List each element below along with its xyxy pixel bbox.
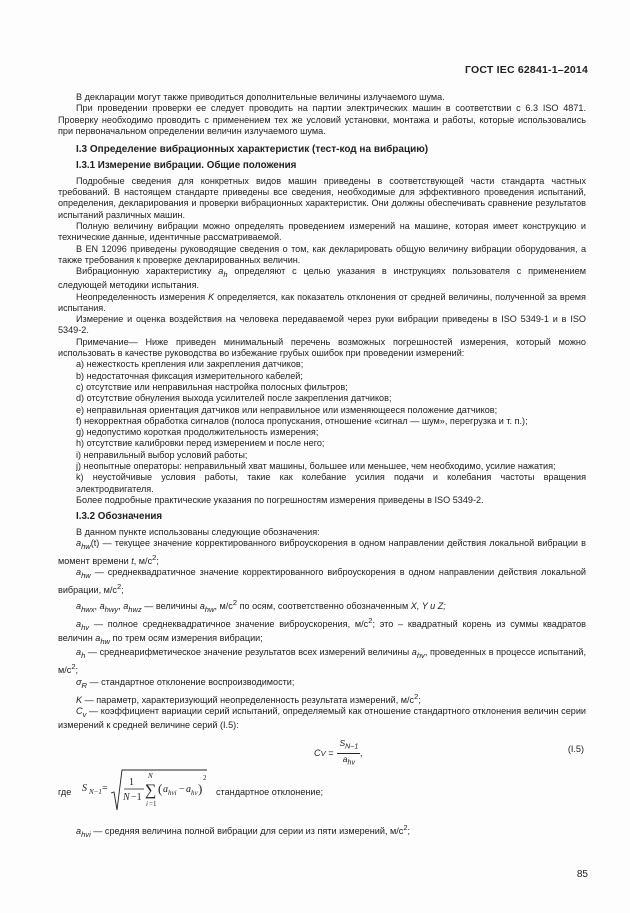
list-item: c) отсутствие или неправильная настройка полосных фильтров; (76, 381, 348, 392)
svg-text:=1: =1 (149, 800, 157, 809)
list-item: b) недостаточная фиксация измерительного кабелей; (76, 370, 303, 381)
svg-text:N: N (123, 792, 130, 804)
definition: $C_v$ — коэффициент вариации серий испытаний, определяемый как отношение стандартного отклонения величин серии измерений к средней величине серий (I.5): (58, 705, 586, 731)
paragraph: При проведении проверки ее следует проводить на партии электрических машин в соответствии с 6.3 ISO 4871. Проверку необходимо проводить с применением тех же условий установки, монтажа и работы, которые использовались при первоначальном определении величин излучаемого шума. (58, 103, 586, 136)
list-item: i) неправильный выбор условий работы; (76, 449, 248, 460)
paragraph: Вибрационную характеристику $a_h$ определяют с целью указания в инструкциях пользователя с применением следующей методики испытания. (58, 266, 586, 291)
list-item: g) недопустимо короткая продолжительность измерения; (76, 427, 319, 438)
paragraph: Измерение и оценка воздействия на человека передаваемой через руки вибрации приведены в ISO 5349-1 и в ISO 5349-2. (58, 314, 586, 336)
equation-number: (I.5) (567, 744, 584, 755)
definition: $a_{hvi}$ — средняя величина полной вибрации для серии из пяти измерений, $м/с^2$; (76, 823, 411, 840)
list-item: d) отсутствие обнуления выхода усилителей после закрепления датчиков; (76, 393, 392, 404)
svg-text:=: = (102, 783, 108, 795)
error-list (58, 359, 586, 495)
svg-text:a: a (163, 784, 168, 796)
svg-text:N: N (148, 772, 153, 781)
svg-text:(: ( (158, 781, 163, 797)
paragraph: Неопределенность измерения K определяется, как показатель отклонения от средней величины, полученной за время испытания. (58, 291, 586, 313)
definition: $a_{hw}$ — среднеквадратичное значение корректированного виброускорения в одном направлении действия локальной вибрации, $м/с^2$; (58, 567, 586, 596)
svg-text:i: i (146, 800, 148, 809)
definition: $a_{hv}$ — полное среднеквадратичное значение виброускорения, $м/с^2$; это – квадратный корень из суммы квадратов величин $a_{hw}$ по трем осям измерения вибрации; (58, 615, 586, 646)
svg-text:hvi: hvi (168, 789, 177, 798)
std-deviation-formula (82, 766, 212, 818)
section-heading-i32: I.3.2 Обозначения (76, 511, 163, 523)
list-item: a) нежесткость крепления или закрепления датчиков; (76, 359, 304, 370)
svg-text:1: 1 (129, 777, 134, 789)
list-item: k) неустойчивые условия работы, такие как колебание усилия подачи и колебания частоты вращения электродвигателя. (76, 472, 586, 494)
definition: K — параметр, характеризующий неопределенность результата измерений, $м/с^2$; (76, 691, 421, 705)
definition: $a_h$ — среднеарифметическое значение результатов всех измерений величины $a_{hv}$, проведенных в процессе испытаний, $м/с^2$; (58, 647, 586, 676)
svg-text:−: − (179, 784, 185, 796)
svg-text:): ) (198, 781, 203, 797)
list-item: f) некорректная обработка сигналов (полоса пропускания, отношение «сигнал — шум», перегрузка и т. п.); (76, 415, 528, 426)
paragraph: Более подробные практические указания по погрешностям измерения приведены в ISO 5349-2. (76, 494, 484, 505)
doc-code-header: ГОСТ IEC 62841-1–2014 (465, 64, 588, 76)
svg-text:∑: ∑ (145, 782, 157, 800)
svg-text:−1: −1 (131, 792, 142, 804)
equation-i5: C V = $\frac{S_{N-1}}{a_{hv}}$ , (I.5) (314, 738, 584, 768)
paragraph: В декларации могут также приводиться дополнительные величины излучаемого шума. (76, 92, 445, 102)
paragraph: Подробные сведения для конкретных видов машин приведены в соответствующей части стандарта частных требований. В настоящем стандарте приведены все сведения, необходимые для эффективного проведения испытаний, определения, декларирования и проверки вибрационных характеристик. Они должны обеспечивать сравнение результатов испытаний различных машин. (58, 175, 586, 220)
section-heading-i3: I.3 Определение вибрационных характеристик (тест-код на вибрацию) (76, 144, 429, 156)
svg-text:N−1: N−1 (89, 788, 102, 797)
svg-text:a: a (186, 784, 191, 796)
paragraph: В данном пункте использованы следующие обозначения: (76, 526, 320, 537)
equation-std-deviation: где S N−1 = 1 N −1 N ∑ i =1 ( a hvi − a hv ) 2 стандартное отклонение; (58, 766, 586, 818)
list-item: h) отсутствие калибровки перед измерением и после него; (76, 438, 325, 449)
definition: $a_{hw}(t)$ — текущее значение корректированного виброускорения в одном направлении действия локальной вибрации в момент времени t, $м/с^2$; (58, 537, 586, 566)
definition: $\sigma_R$ — стандартное отклонение воспроизводимости; (76, 676, 295, 690)
section-heading-i31: I.3.1 Измерение вибрации. Общие положения (76, 160, 297, 172)
list-item: e) неправильная ориентация датчиков или неправильное или изменяющееся положение датчиков; (76, 404, 498, 415)
note: Примечание— Ниже приведен минимальный перечень возможных погрешностей измерения, который можно использовать в качестве руководства во избежание грубых ошибок при проведении измерений: (58, 336, 586, 359)
paragraph: В EN 12096 приведены руководящие сведения о том, как декларировать общую величину вибрации оборудования, а также требования к проверке декларированных величин. (58, 243, 586, 265)
paragraph: Полную величину вибрации можно определять проведением измерений на машине, которая имеет конструкцию и технические данные, идентичные рассматриваемой. (58, 220, 586, 243)
svg-text:hv: hv (191, 789, 198, 798)
svg-text:2: 2 (203, 774, 207, 783)
page-number: 85 (576, 869, 588, 880)
document-body (58, 92, 586, 840)
definition: $a_{hwx}$, $a_{hwy}$, $a_{hwz}$ — величины $a_{hw}$, $м/с^2$ по осям, соответственно обозначенным X, Y и Z; (76, 597, 446, 614)
svg-text:S: S (82, 783, 87, 795)
list-item: j) неопытные операторы: неправильный хват машины, большее или меньшее, чем необходимо, усилие нажатия; (76, 461, 556, 472)
